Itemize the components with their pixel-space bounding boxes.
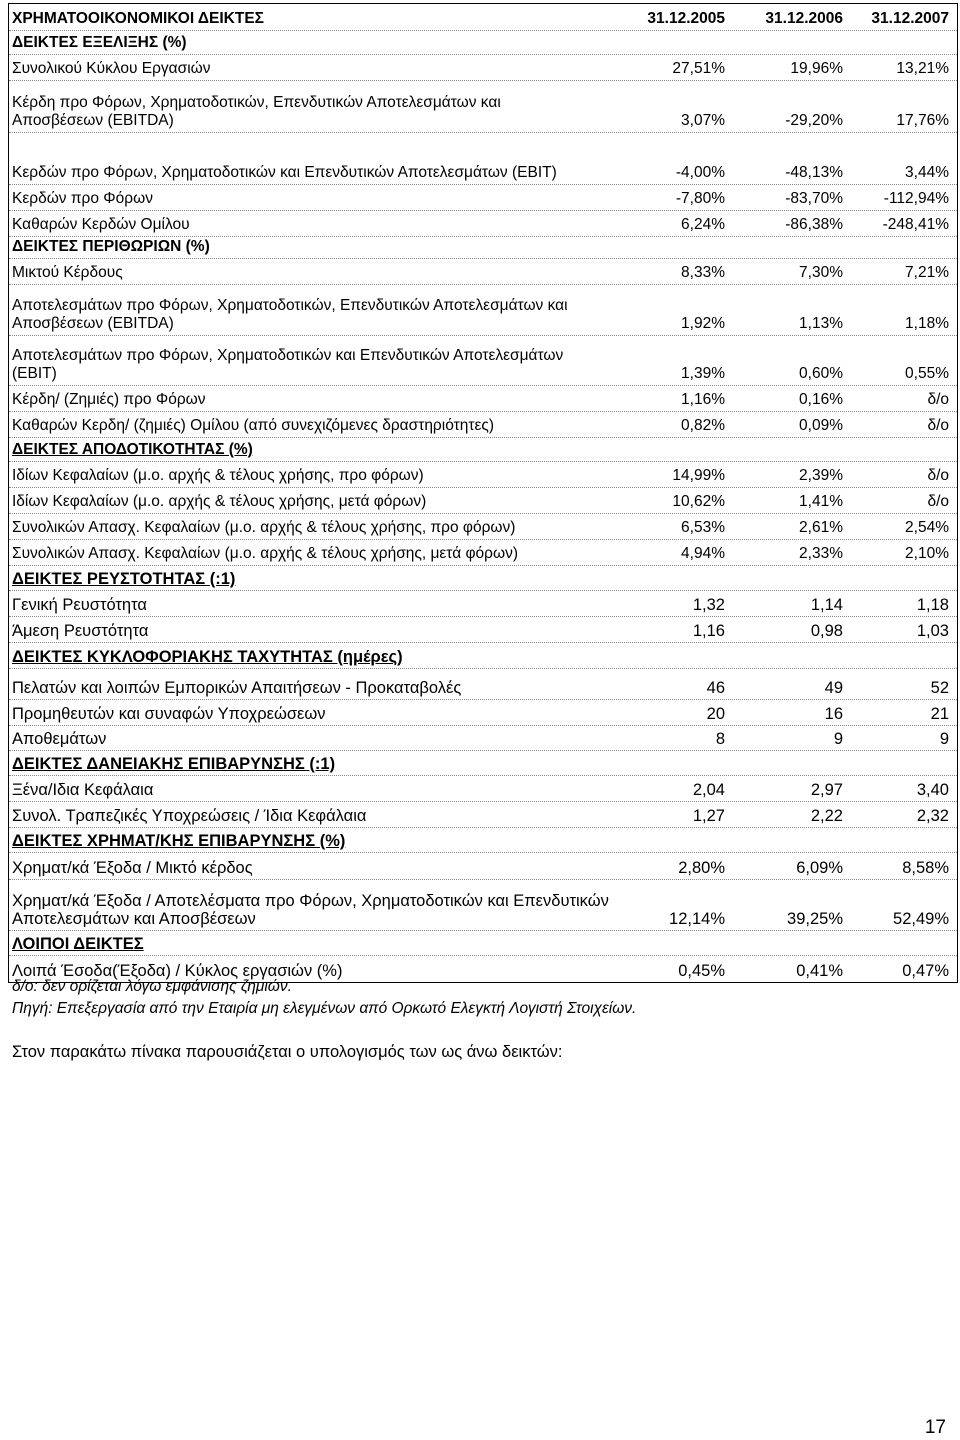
row-label: Συνολικών Απασχ. Κεφαλαίων (μ.ο. αρχής & τέλους χρήσης, μετά φόρων) — [12, 545, 518, 562]
value-2006: 49 — [824, 679, 843, 697]
section-header-row — [9, 237, 957, 259]
value-2007: 1,03 — [916, 622, 949, 640]
value-2006: 2,39% — [799, 467, 843, 484]
section-title: ΔΕΙΚΤΕΣ ΕΞΕΛΙΞΗΣ (%) — [12, 34, 187, 51]
value-2006: 2,33% — [799, 545, 843, 562]
value-2006: 0,98 — [810, 622, 843, 640]
section-header-row — [9, 828, 957, 853]
value-2005: 10,62% — [672, 493, 725, 510]
value-2005: 0,45% — [678, 962, 725, 980]
row-label: Κέρδη προ Φόρων, Χρηματοδοτικών, Επενδυτικών Αποτελεσμάτων και Αποσβέσεων (EBITDA) — [12, 94, 501, 129]
table-row — [9, 336, 957, 386]
row-label: Κέρδη/ (Ζημιές) προ Φόρων — [12, 391, 206, 408]
value-2005: 46 — [706, 679, 725, 697]
intro-text: Στον παρακάτω πίνακα παρουσιάζεται ο υπολογισμός των ως άνω δεικτών: — [12, 1043, 563, 1061]
value-2005: 6,24% — [681, 216, 725, 233]
value-2005: 1,27 — [692, 807, 725, 825]
row-label: Καθαρών Κερδών Ομίλου — [12, 216, 190, 233]
section-title: ΔΕΙΚΤΕΣ ΚΥΚΛΟΦΟΡΙΑΚΗΣ ΤΑΧΥΤΗΤΑΣ (ημέρες) — [12, 648, 403, 666]
value-2005: -7,80% — [675, 190, 725, 207]
table-header-row — [9, 4, 957, 31]
row-label: Άμεση Ρευστότητα — [12, 622, 149, 640]
ratios-table — [8, 3, 958, 983]
section-title: ΔΕΙΚΤΕΣ ΑΠΟΔΟΤΙΚΟΤΗΤΑΣ (%) — [12, 441, 253, 458]
value-2007: δ/ο — [927, 493, 949, 510]
value-2005: 0,82% — [681, 417, 725, 434]
value-2006: 1,13% — [799, 315, 843, 332]
value-2007: 1,18 — [916, 596, 949, 614]
value-2006: 7,30% — [799, 264, 843, 281]
row-label: Μικτού Κέρδους — [12, 264, 123, 281]
value-2007: δ/ο — [927, 417, 949, 434]
value-2007: δ/ο — [927, 391, 949, 408]
footnote-na: δ/ο: δεν ορίζεται λόγω εμφάνισης ζημιών. — [12, 978, 292, 995]
row-label: Γενική Ρευστότητα — [12, 596, 147, 614]
table-row — [9, 185, 957, 211]
value-2005: 1,16 — [692, 622, 725, 640]
value-2007: -248,41% — [882, 216, 949, 233]
value-2007: 2,10% — [905, 545, 949, 562]
value-2006: 6,09% — [796, 859, 843, 877]
row-label: Κερδών προ Φόρων — [12, 190, 153, 207]
table-row — [9, 802, 957, 828]
table-row — [9, 412, 957, 438]
value-2007: 3,44% — [905, 164, 949, 181]
value-2006: -29,20% — [785, 112, 843, 129]
value-2005: 3,07% — [681, 112, 725, 129]
value-2006: 0,09% — [799, 417, 843, 434]
footnotes — [12, 976, 636, 1020]
table-row — [9, 386, 957, 412]
value-2007: -112,94% — [883, 190, 949, 207]
value-2006: 1,41% — [799, 493, 843, 510]
value-2006: 0,16% — [799, 391, 843, 408]
row-label: Πελατών και λοιπών Εμπορικών Απαιτήσεων - Προκαταβολές — [12, 679, 462, 697]
value-2007: 2,32 — [916, 807, 949, 825]
table-row — [9, 211, 957, 237]
value-2005: 6,53% — [681, 519, 725, 536]
value-2005: 4,94% — [681, 545, 725, 562]
row-label: Συνολ. Τραπεζικές Υποχρεώσεις / Ίδια Κεφάλαια — [12, 807, 367, 825]
value-2005: 8 — [715, 730, 725, 748]
table-row — [9, 514, 957, 540]
footnote-source: Πηγή: Επεξεργασία από την Εταιρία μη ελεγμένων από Ορκωτό Ελεγκτή Λογιστή Στοιχείων. — [12, 1000, 637, 1017]
table-row — [9, 700, 957, 726]
value-2005: 1,92% — [681, 315, 725, 332]
value-2006: 2,22 — [810, 807, 843, 825]
section-header-row — [9, 566, 957, 591]
table-title: ΧΡΗΜΑΤΟΟΙΚΟΝΟΜΙΚΟΙ ΔΕΙΚΤΕΣ — [12, 10, 264, 27]
value-2007: 21 — [930, 705, 949, 723]
value-2006: 19,96% — [790, 60, 843, 77]
section-header-row — [9, 643, 957, 669]
value-2005: 27,51% — [672, 60, 725, 77]
table-row — [9, 285, 957, 336]
value-2005: -4,00% — [675, 164, 725, 181]
value-2006: 16 — [824, 705, 843, 723]
table-row — [9, 540, 957, 566]
row-label: Χρηματ/κά Έξοδα / Μικτό κέρδος — [12, 859, 253, 877]
value-2005: 1,39% — [681, 365, 725, 382]
table-row — [9, 488, 957, 514]
value-2007: δ/ο — [927, 467, 949, 484]
value-2007: 1,18% — [905, 315, 949, 332]
section-title: ΔΕΙΚΤΕΣ ΡΕΥΣΤΟΤΗΤΑΣ (:1) — [12, 570, 236, 588]
value-2007: 0,47% — [902, 962, 949, 980]
row-label: Κερδών προ Φόρων, Χρηματοδοτικών και Επενδυτικών Αποτελεσμάτων (EBIT) — [12, 164, 557, 181]
value-2007: 17,76% — [896, 112, 949, 129]
value-2005: 2,80% — [678, 859, 725, 877]
row-label: Ιδίων Κεφαλαίων (μ.ο. αρχής & τέλους χρήσης, προ φόρων) — [12, 467, 424, 484]
page-number: 17 — [924, 1417, 946, 1438]
section-header-row — [9, 438, 957, 462]
row-label: Καθαρών Κερδη/ (ζημιές) Ομίλου (από συνεχιζόμενες δραστηριότητες) — [12, 417, 495, 434]
row-label: Προμηθευτών και συναφών Υποχρεώσεων — [12, 705, 326, 723]
section-title: ΔΕΙΚΤΕΣ ΠΕΡΙΘΩΡΙΩΝ (%) — [12, 238, 210, 255]
section-title: ΔΕΙΚΤΕΣ ΔΑΝΕΙΑΚΗΣ ΕΠΙΒΑΡΥΝΣΗΣ (:1) — [12, 755, 336, 773]
table-row — [9, 853, 957, 880]
value-2007: 7,21% — [905, 264, 949, 281]
row-label: Χρηματ/κά Έξοδα / Αποτελέσματα προ Φόρων, Χρηματοδοτικών και Επενδυτικών Αποτελεσμάτων και Αποσβέσεων — [12, 892, 609, 928]
value-2007: 13,21% — [896, 60, 949, 77]
value-2007: 52 — [930, 679, 949, 697]
value-2006: 39,25% — [787, 910, 843, 928]
year-2007-header: 31.12.2007 — [871, 10, 949, 27]
table-row — [9, 133, 957, 185]
row-label: Ιδίων Κεφαλαίων (μ.ο. αρχής & τέλους χρήσης, μετά φόρων) — [12, 493, 427, 510]
table-row — [9, 259, 957, 285]
value-2007: 3,40 — [916, 781, 949, 799]
year-2005-header: 31.12.2005 — [647, 10, 725, 27]
value-2005: 8,33% — [681, 264, 725, 281]
section-title: ΔΕΙΚΤΕΣ ΧΡΗΜΑΤ/ΚΗΣ ΕΠΙΒΑΡΥΝΣΗΣ (%) — [12, 832, 346, 850]
row-label: Αποτελεσμάτων προ Φόρων, Χρηματοδοτικών, Επενδυτικών Αποτελεσμάτων και Αποσβέσεων (EBITDA) — [12, 297, 568, 332]
row-label: Αποθεμάτων — [12, 730, 107, 748]
value-2005: 12,14% — [669, 910, 725, 928]
table-row — [9, 617, 957, 643]
row-label: Συνολικών Απασχ. Κεφαλαίων (μ.ο. αρχής & τέλους χρήσης, προ φόρων) — [12, 519, 516, 536]
value-2006: 1,14 — [810, 596, 843, 614]
value-2007: 0,55% — [905, 365, 949, 382]
value-2007: 2,54% — [905, 519, 949, 536]
section-title: ΛΟΙΠΟΙ ΔΕΙΚΤΕΣ — [12, 935, 144, 953]
row-label: Λοιπά Έσοδα(Έξοδα) / Κύκλος εργασιών (%) — [12, 962, 343, 980]
value-2005: 14,99% — [672, 467, 725, 484]
value-2007: 52,49% — [893, 910, 949, 928]
value-2005: 1,16% — [681, 391, 725, 408]
table-row — [9, 591, 957, 617]
table-row — [9, 726, 957, 751]
value-2006: 2,97 — [810, 781, 843, 799]
table-body — [9, 31, 957, 982]
value-2007: 9 — [939, 730, 949, 748]
table-row — [9, 55, 957, 81]
value-2006: -83,70% — [785, 190, 843, 207]
table-row — [9, 880, 957, 931]
value-2005: 1,32 — [692, 596, 725, 614]
value-2006: -86,38% — [785, 216, 843, 233]
row-label: Αποτελεσμάτων προ Φόρων, Χρηματοδοτικών και Επενδυτικών Αποτελεσμάτων (EBIT) — [12, 347, 564, 382]
value-2005: 20 — [706, 705, 725, 723]
value-2006: 2,61% — [799, 519, 843, 536]
year-2006-header: 31.12.2006 — [765, 10, 843, 27]
value-2006: 0,60% — [799, 365, 843, 382]
table-row — [9, 669, 957, 700]
table-row — [9, 81, 957, 133]
value-2006: 9 — [833, 730, 843, 748]
section-header-row — [9, 31, 957, 55]
table-row — [9, 462, 957, 488]
value-2006: 0,41% — [796, 962, 843, 980]
row-label: Ξένα/Ιδια Κεφάλαια — [12, 781, 154, 799]
value-2005: 2,04 — [692, 781, 725, 799]
section-header-row — [9, 751, 957, 776]
value-2007: 8,58% — [902, 859, 949, 877]
section-header-row — [9, 931, 957, 956]
table-row — [9, 776, 957, 802]
value-2006: -48,13% — [785, 164, 843, 181]
row-label: Συνολικού Κύκλου Εργασιών — [12, 60, 211, 77]
